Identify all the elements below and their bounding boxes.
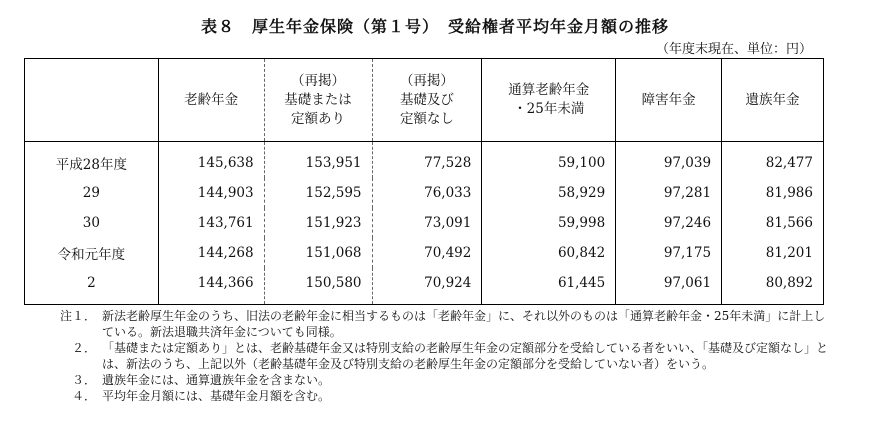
cell-with-basic: 151,068 — [264, 238, 372, 268]
cell-year: 令和元年度 — [57, 247, 126, 263]
cell-tsusan: 61,445 — [482, 268, 616, 305]
note-item — [60, 340, 830, 372]
note-text: 「基礎または定額あり」とは、老齢基礎年金又は特別支給の老齢厚生年金の定額部分を受給している者をいい、「基礎及び定額なし」とは、新法のうち、上記以外（老齢基礎年金及び特別支給の老齢厚生年金の定額部分を受給していない者）をいう。 — [102, 341, 829, 371]
cell-with-basic: 151,923 — [264, 208, 372, 238]
header-without-basic — [372, 59, 482, 142]
cell-without-basic: 77,528 — [372, 142, 482, 179]
cell-survivor: 82,477 — [722, 142, 824, 179]
cell-survivor: 81,201 — [722, 238, 824, 268]
header-with-basic-line1: 基礎または — [284, 91, 352, 108]
cell-tsusan: 59,998 — [482, 208, 616, 238]
pension-table — [24, 58, 824, 305]
header-reprint-label: （再掲） — [291, 72, 346, 89]
cell-old-age: 144,366 — [158, 268, 264, 305]
cell-disability: 97,246 — [616, 208, 722, 238]
cell-survivor: 81,986 — [722, 178, 824, 208]
header-without-basic-line1: 基礎及び — [399, 91, 454, 108]
header-old-age: 老齢年金 — [158, 59, 264, 142]
note-item — [60, 308, 830, 340]
unit-note: （年度末現在、単位：円） — [655, 42, 812, 57]
note-label: ２． — [71, 341, 96, 355]
cell-disability: 97,061 — [616, 268, 722, 305]
cell-old-age: 145,638 — [158, 142, 264, 179]
cell-old-age: 143,761 — [158, 208, 264, 238]
cell-year: 平成28年度 — [55, 157, 127, 173]
header-row — [25, 59, 824, 142]
note-item — [60, 388, 830, 404]
cell-without-basic: 76,033 — [372, 178, 482, 208]
header-tsusan-line2: ・25年未満 — [513, 101, 585, 117]
cell-old-age: 144,903 — [158, 178, 264, 208]
cell-disability: 97,281 — [616, 178, 722, 208]
cell-with-basic: 150,580 — [264, 268, 372, 305]
header-survivor: 遺族年金 — [722, 59, 824, 142]
cell-disability: 97,175 — [616, 238, 722, 268]
header-tsusan — [482, 59, 616, 142]
header-without-basic-line2: 定額なし — [399, 110, 454, 127]
cell-tsusan: 60,842 — [482, 238, 616, 268]
note-label: ３． — [71, 373, 96, 387]
cell-with-basic: 152,595 — [264, 178, 372, 208]
cell-survivor: 81,566 — [722, 208, 824, 238]
note-text: 遺族年金には、通算遺族年金を含まない。 — [102, 373, 331, 387]
cell-without-basic: 70,492 — [372, 238, 482, 268]
header-reprint-label: （再掲） — [399, 72, 454, 89]
table-row — [25, 208, 824, 238]
table-row — [25, 178, 824, 208]
table-row — [25, 268, 824, 305]
header-disability: 障害年金 — [616, 59, 722, 142]
table-row — [25, 142, 824, 179]
table-row — [25, 238, 824, 268]
header-with-basic — [264, 59, 372, 142]
header-year — [25, 59, 159, 142]
cell-survivor: 80,892 — [722, 268, 824, 305]
note-text: 平均年金月額には、基礎年金月額を含む。 — [102, 389, 331, 403]
cell-without-basic: 70,924 — [372, 268, 482, 305]
cell-tsusan: 59,100 — [482, 142, 616, 179]
header-with-basic-line2: 定額あり — [291, 110, 346, 127]
cell-year: 30 — [82, 215, 100, 231]
note-item — [60, 372, 830, 388]
cell-year: 29 — [82, 185, 100, 201]
cell-year: 2 — [87, 275, 96, 291]
note-label: 注１． — [60, 309, 97, 323]
cell-disability: 97,039 — [616, 142, 722, 179]
header-tsusan-line1: 通算老齢年金 — [508, 82, 590, 98]
table-title: 表８ 厚生年金保険（第１号） 受給権者平均年金月額の推移 — [200, 17, 669, 36]
cell-without-basic: 73,091 — [372, 208, 482, 238]
cell-with-basic: 153,951 — [264, 142, 372, 179]
cell-old-age: 144,268 — [158, 238, 264, 268]
notes — [60, 308, 830, 404]
note-label: ４． — [71, 389, 96, 403]
cell-tsusan: 58,929 — [482, 178, 616, 208]
note-text: 新法老齢厚生年金のうち、旧法の老齢年金に相当するものは「老齢年金」に、それ以外のものは「通算老齢年金・25年未満」に計上している。新法退職共済年金についても同様。 — [102, 309, 826, 339]
